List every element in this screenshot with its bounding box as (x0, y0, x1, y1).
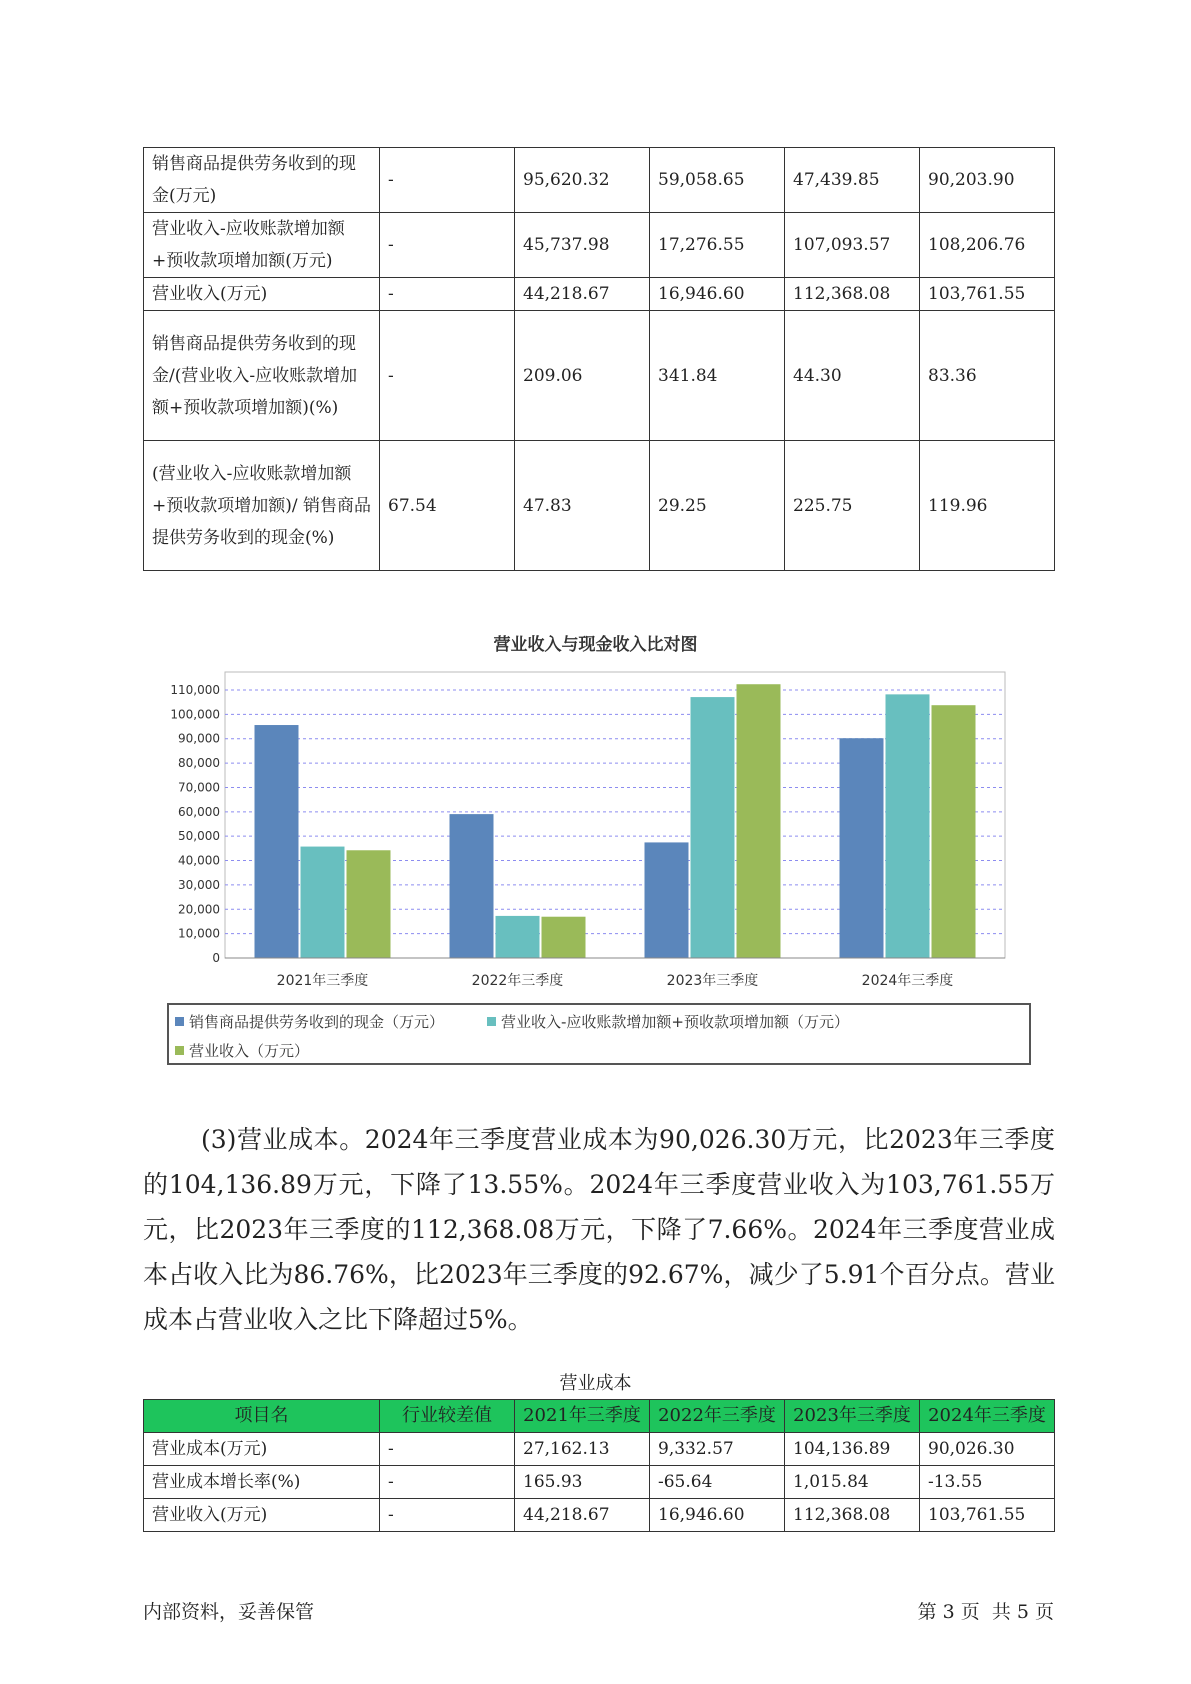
legend-label: 销售商品提供劳务收到的现金（万元） (189, 1013, 445, 1031)
table-caption: 营业成本 (559, 1373, 632, 1394)
legend-label: 营业收入（万元） (189, 1042, 310, 1060)
y-tick-label: 30,000 (178, 877, 220, 892)
table-cell: 341.84 (650, 311, 785, 441)
table-row (144, 1499, 1055, 1532)
table-cell: 95,620.32 (515, 148, 650, 213)
y-tick-label: 60,000 (178, 804, 220, 819)
table-cell: 16,946.60 (650, 278, 785, 311)
table-cell: 59,058.65 (650, 148, 785, 213)
paragraph-text: (3)营业成本。2024年三季度营业成本为90,026.30万元，比2023年三季度的104,136.89万元，下降了13.55%。2024年三季度营业收入为103,761.55万元，比2023年三季度的112,368.08万元，下降了7.66%。2024年三季度营业成本占收入比为86.76%，比2023年三季度的92.67%，减少了5.91个百分点。营业成本占营业收入之比下降超过5%。 (143, 1125, 1055, 1334)
y-tick-label: 100,000 (170, 707, 220, 722)
row-label: 营业收入-应收账款增加额+预收款项增加额(万元) (144, 213, 380, 278)
table-cell: - (380, 1433, 515, 1466)
table-cell: 104,136.89 (785, 1433, 920, 1466)
table-cell: 27,162.13 (515, 1433, 650, 1466)
table-cell: 103,761.55 (920, 278, 1055, 311)
table-cell: 112,368.08 (785, 278, 920, 311)
y-tick-label: 70,000 (178, 780, 220, 795)
legend-swatch (487, 1017, 496, 1026)
table-cell: 17,276.55 (650, 213, 785, 278)
table-cell: 165.93 (515, 1466, 650, 1499)
footer-confidential: 内部资料，妥善保管 (143, 1601, 315, 1623)
bar (496, 916, 540, 958)
column-header: 项目名 (144, 1400, 380, 1433)
table-cell: - (380, 213, 515, 278)
table-cell: -65.64 (650, 1466, 785, 1499)
table-cell: -13.55 (920, 1466, 1055, 1499)
table-cell: - (380, 278, 515, 311)
column-header: 2023年三季度 (785, 1400, 920, 1433)
column-header: 2024年三季度 (920, 1400, 1055, 1433)
table-cell: 29.25 (650, 441, 785, 571)
table-cell: 112,368.08 (785, 1499, 920, 1532)
row-label: 营业成本增长率(%) (144, 1466, 380, 1499)
bar (840, 738, 884, 958)
footer-page-number: 第 3 页 共 5 页 (917, 1601, 1054, 1623)
table-cell: 1,015.84 (785, 1466, 920, 1499)
table-cell: - (380, 148, 515, 213)
table-cell: 103,761.55 (920, 1499, 1055, 1532)
table-cell: 108,206.76 (920, 213, 1055, 278)
table-header-row (144, 1400, 1055, 1433)
cost-table (143, 1399, 1055, 1532)
table-cell: 119.96 (920, 441, 1055, 571)
y-tick-label: 80,000 (178, 756, 220, 771)
legend-item (487, 1011, 849, 1032)
bar (737, 684, 781, 958)
table-cell: 16,946.60 (650, 1499, 785, 1532)
table-cell: - (380, 1466, 515, 1499)
y-tick-label: 20,000 (178, 902, 220, 917)
y-tick-label: 10,000 (178, 926, 220, 941)
bar (542, 917, 586, 958)
table-cell: 83.36 (920, 311, 1055, 441)
bar (691, 697, 735, 958)
legend-item (175, 1040, 309, 1061)
chart-title: 营业收入与现金收入比对图 (493, 635, 698, 655)
y-tick-label: 0 (212, 951, 220, 965)
bar (301, 847, 345, 958)
y-tick-label: 110,000 (170, 683, 220, 697)
bar (932, 705, 976, 958)
x-tick-label: 2021年三季度 (276, 973, 369, 989)
table-cell: 44,218.67 (515, 1499, 650, 1532)
table-row (144, 1433, 1055, 1466)
bar (347, 850, 391, 958)
x-tick-label: 2023年三季度 (666, 973, 759, 989)
column-header: 2022年三季度 (650, 1400, 785, 1433)
legend-label: 营业收入-应收账款增加额+预收款项增加额（万元） (501, 1013, 849, 1031)
legend-swatch (175, 1017, 184, 1026)
row-label: 营业收入(万元) (144, 1499, 380, 1532)
row-label: 销售商品提供劳务收到的现金/(营业收入-应收账款增加额+预收款项增加额)(%) (144, 311, 380, 441)
bar (255, 725, 299, 958)
row-label: 营业收入(万元) (144, 278, 380, 311)
x-tick-label: 2022年三季度 (471, 973, 564, 989)
table-cell: 44,218.67 (515, 278, 650, 311)
y-tick-label: 50,000 (178, 829, 220, 844)
table-cell: 45,737.98 (515, 213, 650, 278)
row-label: 销售商品提供劳务收到的现金(万元) (144, 148, 380, 213)
table-cell: 67.54 (380, 441, 515, 571)
legend-swatch (175, 1046, 184, 1055)
table-cell: - (380, 311, 515, 441)
row-label: (营业收入-应收账款增加额+预收款项增加额)/ 销售商品提供劳务收到的现金(%) (144, 441, 380, 571)
table-cell: 90,203.90 (920, 148, 1055, 213)
bar (886, 694, 930, 958)
table-cell: - (380, 1499, 515, 1532)
legend-item (175, 1011, 444, 1032)
table-cell: 209.06 (515, 311, 650, 441)
y-tick-label: 90,000 (178, 731, 220, 746)
bar (450, 814, 494, 958)
table-cell: 44.30 (785, 311, 920, 441)
bar (645, 842, 689, 958)
table-cell: 9,332.57 (650, 1433, 785, 1466)
table-row (144, 1466, 1055, 1499)
table-cell: 47,439.85 (785, 148, 920, 213)
table-cell: 47.83 (515, 441, 650, 571)
row-label: 营业成本(万元) (144, 1433, 380, 1466)
table-cell: 90,026.30 (920, 1433, 1055, 1466)
y-tick-label: 40,000 (178, 853, 220, 868)
chart-legend (167, 1003, 1031, 1065)
table-cell: 225.75 (785, 441, 920, 571)
x-tick-label: 2024年三季度 (861, 973, 954, 989)
column-header: 2021年三季度 (515, 1400, 650, 1433)
analysis-paragraph (143, 1117, 1055, 1342)
table-cell: 107,093.57 (785, 213, 920, 278)
column-header: 行业较差值 (380, 1400, 515, 1433)
